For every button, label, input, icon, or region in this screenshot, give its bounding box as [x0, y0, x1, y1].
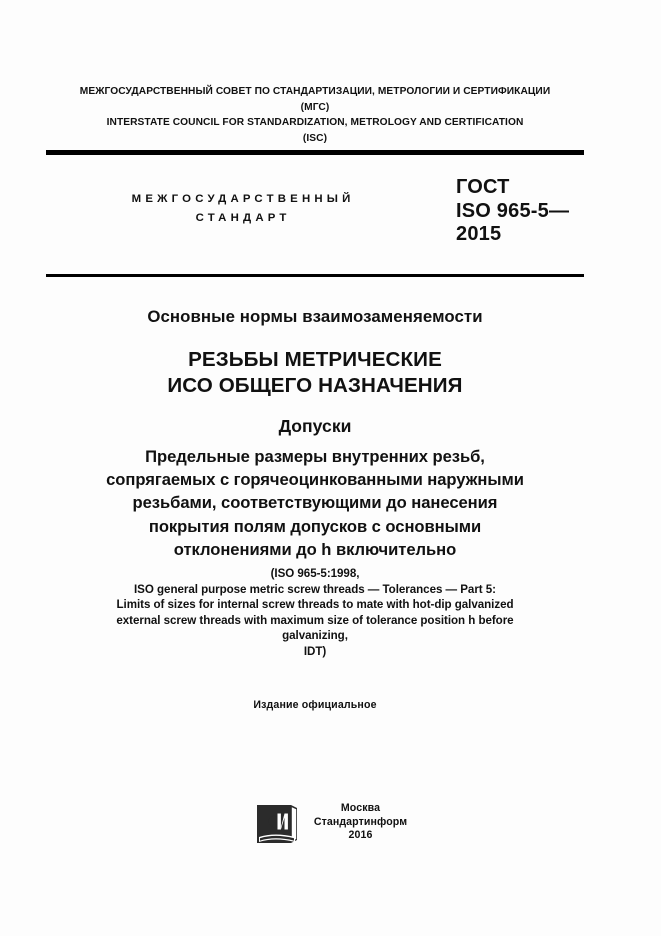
publisher-imprint: [314, 798, 407, 843]
title-description: [46, 445, 584, 561]
council-line-ru-abbr: (МГС): [300, 101, 330, 113]
title-main-line1: РЕЗЬБЫ МЕТРИЧЕСКИЕ: [188, 348, 442, 371]
title-block: [46, 306, 584, 561]
standard-designation-band: [46, 176, 584, 266]
iso-reference-line6: IDT): [303, 644, 327, 658]
title-tolerances: Допуски: [278, 416, 352, 436]
title-description-line1: Предельные размеры внутренних резьб,: [145, 447, 485, 466]
council-line-ru-title: МЕЖГОСУДАРСТВЕННЫЙ СОВЕТ ПО СТАНДАРТИЗАЦИИ, МЕТРОЛОГИИ И СЕРТИФИКАЦИИ: [79, 86, 551, 97]
title-category: Основные нормы взаимозаменяемости: [147, 307, 483, 326]
standartinform-logo-icon: [254, 801, 300, 847]
iso-reference-block: [46, 566, 584, 660]
title-description-line2: сопрягаемых с горячеоцинкованными наружными: [106, 470, 524, 490]
title-description-line3: резьбами, соответствующими до нанесения: [132, 493, 498, 513]
standard-number-line1: ГОСТ: [456, 176, 510, 198]
council-line-en-abbr: (ISC): [302, 132, 328, 144]
title-main-line2: ИСО ОБЩЕГО НАЗНАЧЕНИЯ: [167, 374, 463, 397]
title-description-line5: отклонениями до h включительно: [173, 539, 457, 559]
divider-rule-thick: [46, 150, 584, 155]
divider-rule-thin: [46, 274, 584, 277]
iso-reference-line4: external screw threads with maximum size of tolerance position h before: [116, 613, 514, 627]
standard-number-line3: 2015: [456, 223, 502, 245]
publisher-city: Москва: [340, 802, 381, 814]
iso-reference-line2: ISO general purpose metric screw threads — Tolerances — Part 5:: [134, 582, 496, 596]
standard-type-label: [96, 190, 386, 228]
standard-type-line1: МЕЖГОСУДАРСТВЕННЫЙ: [131, 193, 355, 205]
publisher-year: 2016: [348, 829, 373, 842]
standard-type-line2: СТАНДАРТ: [195, 212, 291, 224]
council-header: [46, 84, 584, 146]
standard-number-line2: ISO 965-5—: [456, 199, 570, 222]
publisher-name: Стандартинформ: [313, 815, 408, 828]
iso-reference-line5: galvanizing,: [282, 629, 348, 643]
title-main: [46, 347, 584, 399]
publisher-footer: [0, 798, 661, 847]
title-description-line4: покрытия полям допусков с основными: [148, 516, 482, 536]
iso-reference-line1: (ISO 965-5:1998,: [270, 567, 360, 580]
standard-number: [456, 176, 626, 247]
council-line-en-title: INTERSTATE COUNCIL FOR STANDARDIZATION, METROLOGY AND CERTIFICATION: [106, 117, 524, 128]
official-edition-note: Издание официальное: [253, 699, 377, 711]
iso-reference-line3: Limits of sizes for internal screw threads to mate with hot-dip galvanized: [116, 598, 514, 612]
